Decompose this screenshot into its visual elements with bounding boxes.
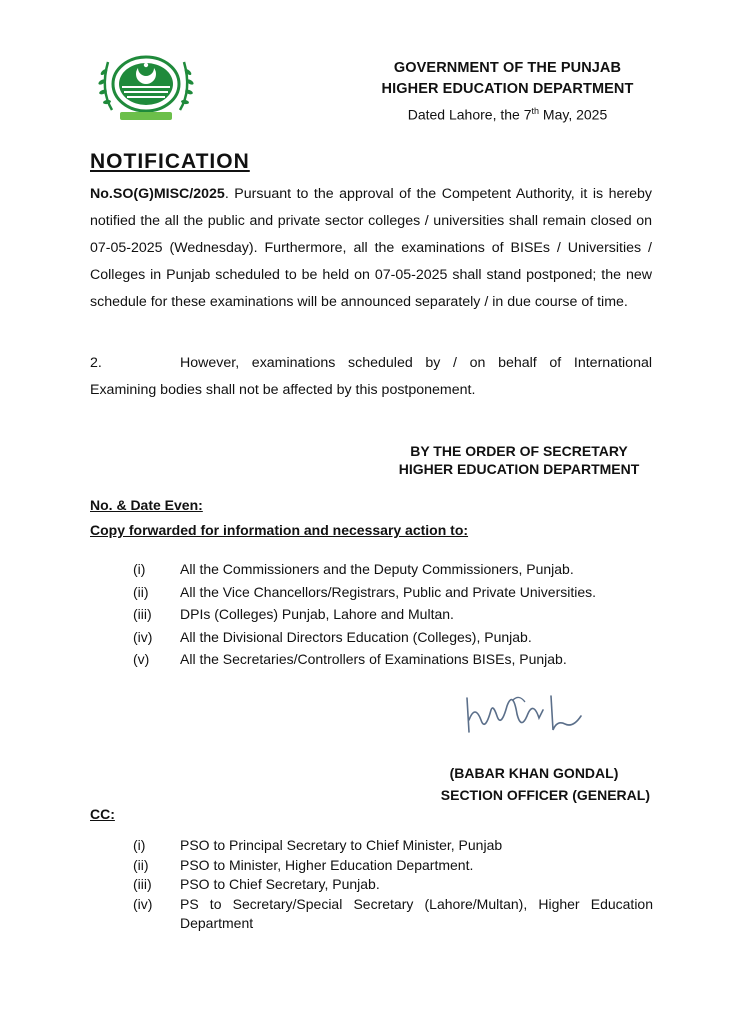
paragraph-number: 2.: [90, 355, 102, 371]
list-item-number: (iii): [133, 606, 152, 622]
cc-heading: CC:: [90, 806, 115, 822]
date-ordinal: th: [531, 106, 540, 116]
paragraph-2-text: However, examinations scheduled by / on behalf of International Examining bodies shall not be affected by this postponement.: [90, 355, 652, 398]
list-item-number: (ii): [133, 583, 149, 600]
signatory-name: (BABAR KHAN GONDAL): [449, 765, 619, 781]
list-item: [133, 626, 653, 649]
department-heading: HIGHER EDUCATION DEPARTMENT: [381, 81, 634, 97]
list-item-text: All the Commissioners and the Deputy Commissioners, Punjab.: [180, 561, 574, 577]
cc-list: [133, 836, 653, 934]
notification-title: NOTIFICATION: [90, 150, 250, 173]
list-item-number: (iv): [133, 895, 153, 912]
list-item-number: (ii): [133, 856, 149, 873]
list-item: [133, 895, 653, 934]
dated-line: [330, 100, 685, 126]
list-item: [133, 648, 653, 671]
government-heading: GOVERNMENT OF THE PUNJAB: [393, 60, 622, 76]
punjab-government-logo-icon: [92, 44, 200, 124]
list-item-number: (i): [133, 837, 146, 853]
number-date-even: No. & Date Even:: [90, 497, 203, 513]
list-item-text: DPIs (Colleges) Punjab, Lahore and Multan.: [180, 606, 454, 622]
copy-forwarded-heading: Copy forwarded for information and necessary action to:: [90, 522, 469, 538]
list-item-text: All the Secretaries/Controllers of Examinations BISEs, Punjab.: [180, 651, 567, 667]
order-block: [388, 442, 650, 478]
list-item-text: PSO to Chief Secretary, Punjab.: [180, 876, 380, 893]
list-item: [133, 836, 653, 856]
list-item-number: (i): [133, 561, 146, 577]
list-item-text: PSO to Principal Secretary to Chief Minister, Punjab: [180, 837, 503, 853]
order-line-1: BY THE ORDER OF SECRETARY: [410, 443, 628, 459]
list-item: [133, 856, 653, 876]
list-item-text: PSO to Minister, Higher Education Department.: [180, 856, 474, 873]
notification-paragraph-1: [90, 181, 652, 316]
notification-paragraph-2: [90, 350, 652, 404]
signatory-designation: SECTION OFFICER (GENERAL): [440, 787, 650, 803]
list-item: [133, 581, 653, 604]
list-item-number: (iv): [133, 628, 153, 645]
list-item-text: PS to Secretary/Special Secretary (Lahore/Multan), Higher Education Department: [180, 895, 653, 932]
list-item: [133, 558, 653, 581]
list-item: [133, 875, 653, 895]
date-prefix: Dated Lahore, the 7: [407, 106, 532, 123]
list-item-text: All the Divisional Directors Education (Colleges), Punjab.: [180, 628, 532, 645]
signatory-block: [418, 762, 650, 806]
list-item: [133, 603, 653, 626]
notification-number: No.SO(G)MISC/2025: [90, 186, 225, 202]
list-item-text: All the Vice Chancellors/Registrars, Public and Private Universities.: [180, 583, 597, 600]
recipients-list: [133, 558, 653, 671]
letterhead: [330, 58, 685, 126]
signature-icon: [455, 680, 605, 740]
date-suffix: May, 2025: [539, 106, 608, 123]
list-item-number: (iii): [133, 876, 152, 893]
order-line-2: HIGHER EDUCATION DEPARTMENT: [398, 461, 640, 477]
list-item-number: (v): [133, 651, 150, 667]
paragraph-1-text: . Pursuant to the approval of the Competent Authority, it is hereby notified the all the public and private sector colleges / universities shall remain closed on 07-05-2025 (Wednesday). Furthermore, all the examinations of BISEs / Universities / Colleges in Punjab scheduled to be held on 07-05-2025 shall stand postponed; the new schedule for these examinations will be announced separately / in due course of time.: [90, 186, 652, 310]
